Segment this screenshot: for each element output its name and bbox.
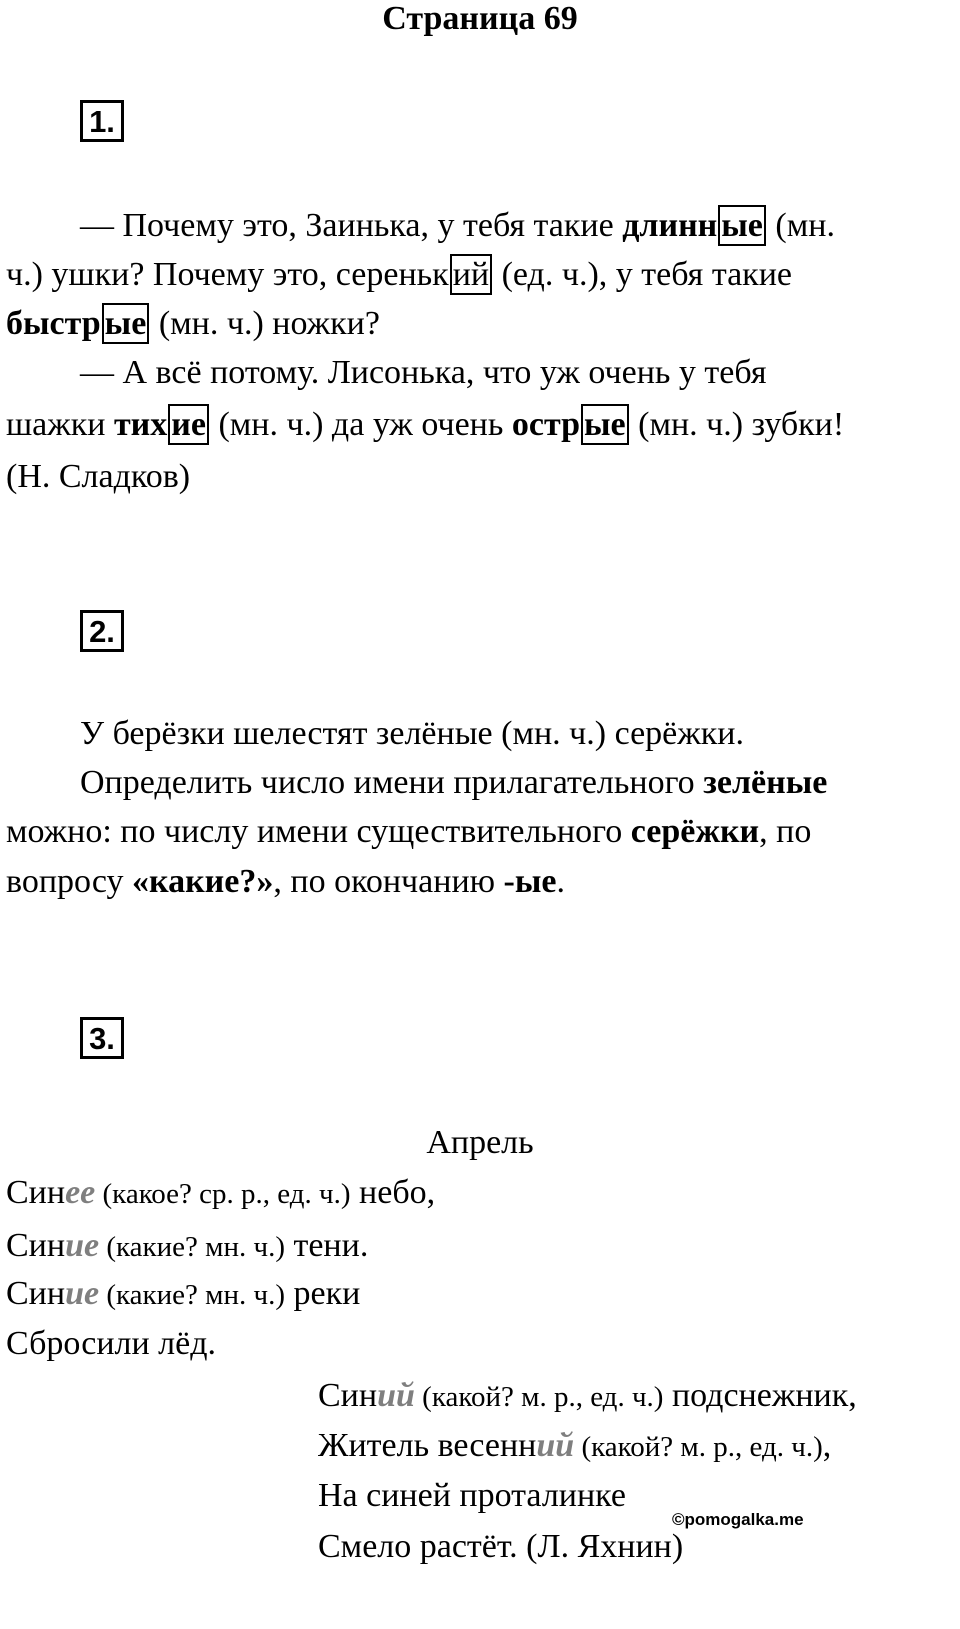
task2-line-2: Определить число имени прилагательного зелёные: [80, 764, 828, 801]
page-title: Страница 69: [382, 0, 578, 37]
task1-author: (Н. Сладков): [6, 458, 191, 495]
poem-line-6: Житель весенний (какой? м. р., ед. ч.),: [318, 1427, 832, 1464]
poem-line-8: Смело растёт. (Л. Яхнин): [318, 1528, 684, 1565]
poem-line-7: На синей проталинке: [318, 1477, 626, 1514]
task2-line-4: вопросу «какие?», по окончанию -ые.: [6, 863, 566, 900]
poem-line-2: Синие (какие? мн. ч.) тени.: [6, 1227, 369, 1264]
poem-line-5: Синий (какой? м. р., ед. ч.) подснежник,: [318, 1377, 857, 1414]
task-number-2: 2.: [80, 610, 124, 652]
task1-line-5: шажки тих ие (мн. ч.) да уж очень остр ые (мн. ч.) зубки!: [6, 406, 845, 443]
task2-line-1: У берёзки шелестят зелёные (мн. ч.) серёжки.: [80, 715, 744, 752]
watermark: ©pomogalka.me: [672, 1510, 804, 1529]
task1-line-1: — Почему это, Заинька, у тебя такие длинн ые (мн.: [80, 207, 835, 244]
task-number-1: 1.: [80, 100, 124, 142]
poem-line-3: Синие (какие? мн. ч.) реки: [6, 1275, 361, 1312]
task1-line-3: быстр ые (мн. ч.) ножки?: [6, 305, 380, 342]
poem-line-4: Сбросили лёд.: [6, 1325, 217, 1362]
poem-title: Апрель: [426, 1124, 534, 1161]
task2-line-3: можно: по числу имени существительного серёжки, по: [6, 813, 812, 850]
task1-line-4: — А всё потому. Лисонька, что уж очень у тебя: [80, 354, 767, 391]
poem-line-1: Синее (какое? ср. р., ед. ч.) небо,: [6, 1174, 436, 1211]
task-number-3: 3.: [80, 1017, 124, 1059]
task1-line-2: ч.) ушки? Почему это, сереньк ий (ед. ч.), у тебя такие: [6, 256, 792, 293]
